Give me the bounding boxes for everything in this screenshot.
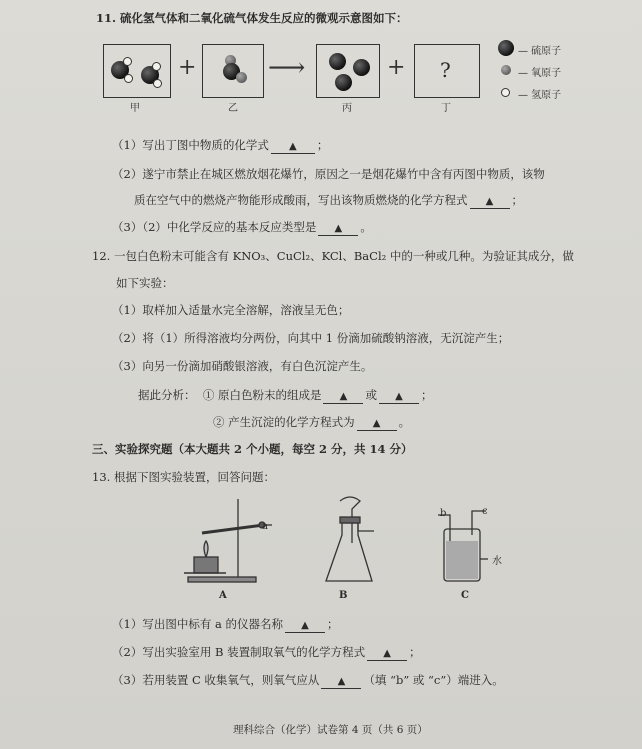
- legend-hydrogen-icon: [501, 88, 510, 97]
- rubber-stopper: [340, 517, 360, 523]
- legend-sulfur: — 硫原子: [518, 46, 562, 57]
- section3-title: 三、实验探究题（本大题共 2 个小题，每空 2 分，共 14 分）: [92, 442, 413, 456]
- q11-sub2-line2: 质在空气中的燃烧产物能形成酸雨，写出该物质燃烧的化学方程式 ▲ ；: [134, 193, 523, 207]
- q13-sub3: （3）若用装置 C 收集氧气，则氧气应从 ▲ （填 “b” 或 “c”）端进入。: [112, 673, 504, 687]
- answer-blank[interactable]: ▲: [321, 675, 361, 689]
- q11-sub3: （3）（2）中化学反应的基本反应类型是 ▲ 。: [112, 220, 372, 234]
- q13-sub2: （2）写出实验室用 B 装置制取氧气的化学方程式 ▲ ；: [112, 645, 421, 659]
- flame-icon: [204, 541, 208, 557]
- label-apparatus-c: C: [461, 590, 469, 601]
- answer-blank[interactable]: ▲: [357, 417, 397, 431]
- label-ding: 丁: [441, 103, 451, 114]
- box-bing: [316, 44, 380, 98]
- hydrogen-atom-icon: [123, 57, 132, 66]
- legend-sulfur-icon: [498, 40, 514, 56]
- page-footer: 理科综合（化学）试卷第 4 页（共 6 页）: [233, 724, 428, 736]
- label-a-mark: a: [262, 521, 268, 532]
- label-water: 水: [492, 556, 502, 567]
- q13-sub1: （1）写出图中标有 a 的仪器名称 ▲ ；: [112, 617, 339, 631]
- apparatus-a-diagram: [180, 495, 275, 587]
- q13-title: 13. 根据下图实验装置，回答问题：: [92, 470, 275, 484]
- sulfur-atom-icon: [353, 59, 370, 76]
- q12-step1: （1）取样加入适量水完全溶解，溶液呈无色；: [112, 303, 350, 317]
- water-fill: [446, 541, 478, 579]
- q11-sub2-line1: （2）遂宁市禁止在城区燃放烟花爆竹，原因之一是烟花爆竹中含有丙图中物质，该物: [112, 167, 545, 181]
- hydrogen-atom-icon: [153, 79, 162, 88]
- q11-sub1: （1）写出丁图中物质的化学式 ▲ ；: [112, 138, 329, 152]
- answer-blank[interactable]: ▲: [470, 195, 510, 209]
- label-apparatus-b: B: [339, 590, 348, 601]
- answer-blank[interactable]: ▲: [271, 140, 315, 154]
- oxygen-atom-icon: [236, 72, 247, 83]
- label-c-mark: c: [482, 506, 488, 517]
- plus-sign: +: [387, 55, 406, 80]
- box-jia: [103, 44, 171, 98]
- plus-sign: +: [178, 55, 197, 80]
- answer-blank[interactable]: ▲: [285, 619, 325, 633]
- q12-step3: （3）向另一份滴加硝酸银溶液，有白色沉淀产生。: [112, 359, 373, 373]
- label-bing: 丙: [342, 103, 352, 114]
- iron-stand-base: [188, 577, 256, 582]
- label-yi: 乙: [228, 103, 238, 114]
- label-b-mark: b: [440, 508, 447, 519]
- legend-hydrogen: — 氢原子: [518, 90, 562, 101]
- sulfur-atom-icon: [329, 53, 346, 70]
- hydrogen-atom-icon: [152, 62, 161, 71]
- legend-oxygen-icon: [501, 65, 511, 75]
- hydrogen-atom-icon: [124, 74, 133, 83]
- legend-oxygen: — 氧原子: [518, 68, 562, 79]
- box-yi: [202, 44, 264, 98]
- q12-line1: 12. 一包白色粉末可能含有 KNO₃、CuCl₂、KCl、BaCl₂ 中的一种或几种。为验证其成分，做: [92, 249, 574, 263]
- reaction-arrow-icon: ⟶: [268, 53, 306, 83]
- q12-analysis-1: 据此分析： ① 原白色粉末的组成是 ▲ 或 ▲ ；: [138, 388, 433, 402]
- q12-analysis-2: ② 产生沉淀的化学方程式为 ▲ 。: [213, 415, 411, 429]
- q11-title: 11. 硫化氢气体和二氧化硫气体发生反应的微观示意图如下：: [96, 11, 408, 25]
- label-jia: 甲: [130, 103, 140, 114]
- apparatus-b-diagram: [322, 495, 378, 587]
- sulfur-atom-icon: [335, 74, 352, 91]
- box-ding: [414, 44, 480, 98]
- conical-flask: [326, 519, 372, 581]
- answer-blank[interactable]: ▲: [379, 390, 419, 404]
- alcohol-lamp: [194, 557, 218, 573]
- label-apparatus-a: A: [219, 590, 227, 601]
- question-mark: ?: [440, 58, 451, 82]
- answer-blank[interactable]: ▲: [323, 390, 363, 404]
- q12-step2: （2）将（1）所得溶液均分两份，向其中 1 份滴加硫酸钠溶液，无沉淀产生；: [112, 331, 510, 345]
- answer-blank[interactable]: ▲: [318, 222, 358, 236]
- q12-line2: 如下实验：: [116, 276, 174, 290]
- answer-blank[interactable]: ▲: [367, 647, 407, 661]
